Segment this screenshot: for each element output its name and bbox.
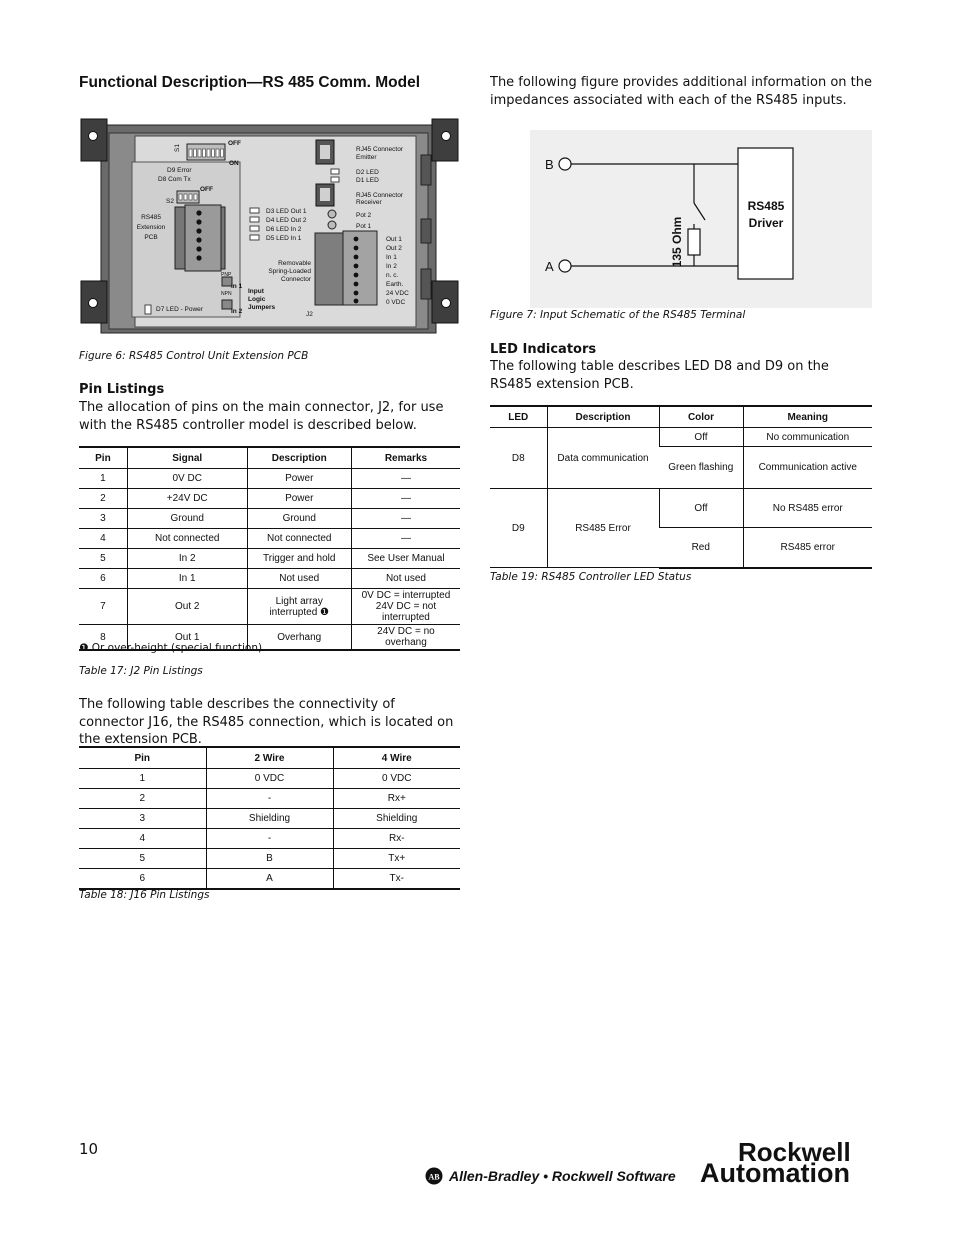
fig-t4: In 2 xyxy=(386,263,397,270)
rs485-driver-box xyxy=(738,148,793,279)
figure7-intro: The following figure provides additional information on the impedances associated with each of the RS485 inputs. xyxy=(490,75,872,108)
fig-t2: Out 2 xyxy=(386,245,402,252)
col-signal: Signal xyxy=(127,447,247,469)
fig-d9: D9 Error xyxy=(167,167,192,174)
allen-bradley-logo xyxy=(425,1167,443,1185)
fig-t8: 0 VDC xyxy=(386,299,406,306)
fig-npn: NPN xyxy=(221,291,232,297)
fig-rj-rx1: RJ45 Connector xyxy=(356,192,403,199)
fig-in2: In 2 xyxy=(231,308,243,315)
brand-line: Allen-Bradley • Rockwell Software xyxy=(449,1168,676,1184)
automation-wordmark: Automation xyxy=(700,1158,850,1188)
fig-led4: D5 LED In 1 xyxy=(266,235,302,242)
resistor-label: 135 Ohm xyxy=(670,216,684,268)
fig-s1: S1 xyxy=(174,144,181,152)
fig-pot1: Pot 1 xyxy=(356,223,372,230)
led-intro: The following table describes LED D8 and D9 on the RS485 extension PCB. xyxy=(490,359,829,392)
fig-t1: Out 1 xyxy=(386,236,402,243)
fig-inp2: Logic xyxy=(248,296,266,303)
fig-d8: D8 Com Tx xyxy=(158,176,191,183)
table-row: 1 0V DC Power — xyxy=(79,469,460,489)
fig-inp3: Jumpers xyxy=(248,304,276,311)
col-description: Description xyxy=(547,406,659,428)
terminal-b xyxy=(559,158,571,170)
col-pin: Pin xyxy=(79,447,127,469)
driver-label-2: Driver xyxy=(748,216,784,230)
table-row: 5 In 2 Trigger and hold See User Manual xyxy=(79,549,460,569)
fig-d7: D7 LED - Power xyxy=(156,306,203,313)
fig-rem1: Removable xyxy=(278,260,311,267)
table-row: 4 Not connected Not connected — xyxy=(79,529,460,549)
table-row: 3 Shielding Shielding xyxy=(79,809,460,829)
section-heading: Functional Description—RS 485 Comm. Model xyxy=(79,74,421,91)
page-number: 10 xyxy=(79,1140,99,1158)
table-row: 6 A Tx- xyxy=(79,869,460,889)
col-description: Description xyxy=(247,447,351,469)
table-row: 2 +24V DC Power — xyxy=(79,489,460,509)
fig-led2: D4 LED Out 2 xyxy=(266,217,307,224)
fig-off1: OFF xyxy=(228,140,241,147)
table18-caption: Table 18: J16 Pin Listings xyxy=(79,889,210,901)
fig-rj-em2: Emitter xyxy=(356,154,377,161)
pcb-figure xyxy=(79,115,460,347)
input-schematic xyxy=(530,130,872,308)
label-b: B xyxy=(545,157,554,172)
fig-ext3: PCB xyxy=(144,234,158,241)
fig-d2: D2 LED xyxy=(356,169,379,176)
figure6-caption: Figure 6: RS485 Control Unit Extension PCB xyxy=(79,350,309,362)
table-row: 6 In 1 Not used Not used xyxy=(79,569,460,589)
driver-label-1: RS485 xyxy=(747,199,785,213)
led-title: LED Indicators xyxy=(490,342,597,357)
fig-j2: J2 xyxy=(306,311,313,318)
pin-table-footnote: ❶ Or over-height (special function) xyxy=(79,642,263,654)
col-pin: Pin xyxy=(79,747,206,769)
j16-intro: The following table describes the connectivity of connector J16, the RS485 connection, which is located on the extension PCB. xyxy=(79,697,454,747)
fig-s2: S2 xyxy=(166,198,174,205)
col-meaning: Meaning xyxy=(743,406,872,428)
table-header-row xyxy=(490,406,872,428)
table-row: 2 - Rx+ xyxy=(79,789,460,809)
fig-led3: D6 LED In 2 xyxy=(266,226,302,233)
rockwell-wordmark: Rockwell xyxy=(738,1137,851,1167)
led-status-table xyxy=(490,405,872,569)
table-row: D9 RS485 Error Off No RS485 error xyxy=(490,489,872,528)
fig-t5: n. c. xyxy=(386,272,399,279)
fig-t3: In 1 xyxy=(386,254,397,261)
table-header-row xyxy=(79,447,460,469)
table-row: 3 Ground Ground — xyxy=(79,509,460,529)
fig-rj-em1: RJ45 Connector xyxy=(356,146,403,153)
fig-inp1: Input xyxy=(248,288,264,295)
fig-rem2: Spring-Loaded xyxy=(268,268,311,275)
table-row: 5 B Tx+ xyxy=(79,849,460,869)
col-remarks: Remarks xyxy=(351,447,460,469)
terminal-a xyxy=(559,260,571,272)
table-row: Green flashing Communication active xyxy=(490,447,872,489)
pin-listings-title: Pin Listings xyxy=(79,382,165,397)
col-4wire: 4 Wire xyxy=(333,747,460,769)
label-a: A xyxy=(545,259,554,274)
table-row: 8 Out 1 Overhang 24V DC = no overhang xyxy=(79,625,460,651)
col-2wire: 2 Wire xyxy=(206,747,333,769)
fig-led1: D3 LED Out 1 xyxy=(266,208,307,215)
table19-caption: Table 19: RS485 Controller LED Status xyxy=(490,571,692,583)
fig-ext2: Extension xyxy=(136,224,166,231)
table-row: D8 Data communication Off No communication xyxy=(490,428,872,447)
fig-on1: ON xyxy=(229,160,239,167)
table17-caption: Table 17: J2 Pin Listings xyxy=(79,665,203,677)
j2-pin-table xyxy=(79,446,460,651)
table-row: 1 0 VDC 0 VDC xyxy=(79,769,460,789)
pin-listings-intro: The allocation of pins on the main connector, J2, for use with the RS485 controller model is described below. xyxy=(79,400,444,433)
fig-pot2: Pot 2 xyxy=(356,212,372,219)
fig-rem3: Connector xyxy=(281,276,311,283)
fig-off2: OFF xyxy=(200,186,213,193)
svg-text:AB: AB xyxy=(428,1172,440,1182)
fig-t7: 24 VDC xyxy=(386,290,409,297)
col-led: LED xyxy=(490,406,547,428)
table-row: 4 - Rx- xyxy=(79,829,460,849)
fig-rj-rx2: Receiver xyxy=(356,199,382,206)
fig-t6: Earth. xyxy=(386,281,404,288)
table-row: 7 Out 2 Light array interrupted ❶ 0V DC = interrupted 24V DC = not interrupted xyxy=(79,589,460,625)
col-color: Color xyxy=(659,406,743,428)
j16-pin-table xyxy=(79,746,460,890)
fig-d1: D1 LED xyxy=(356,177,379,184)
fig-in1: In 1 xyxy=(231,283,243,290)
table-row: Red RS485 error xyxy=(490,528,872,568)
fig-pnp: PNP xyxy=(221,272,232,278)
figure7-caption: Figure 7: Input Schematic of the RS485 Terminal xyxy=(490,309,746,321)
fig-ext1: RS485 xyxy=(141,214,161,221)
table-header-row xyxy=(79,747,460,769)
